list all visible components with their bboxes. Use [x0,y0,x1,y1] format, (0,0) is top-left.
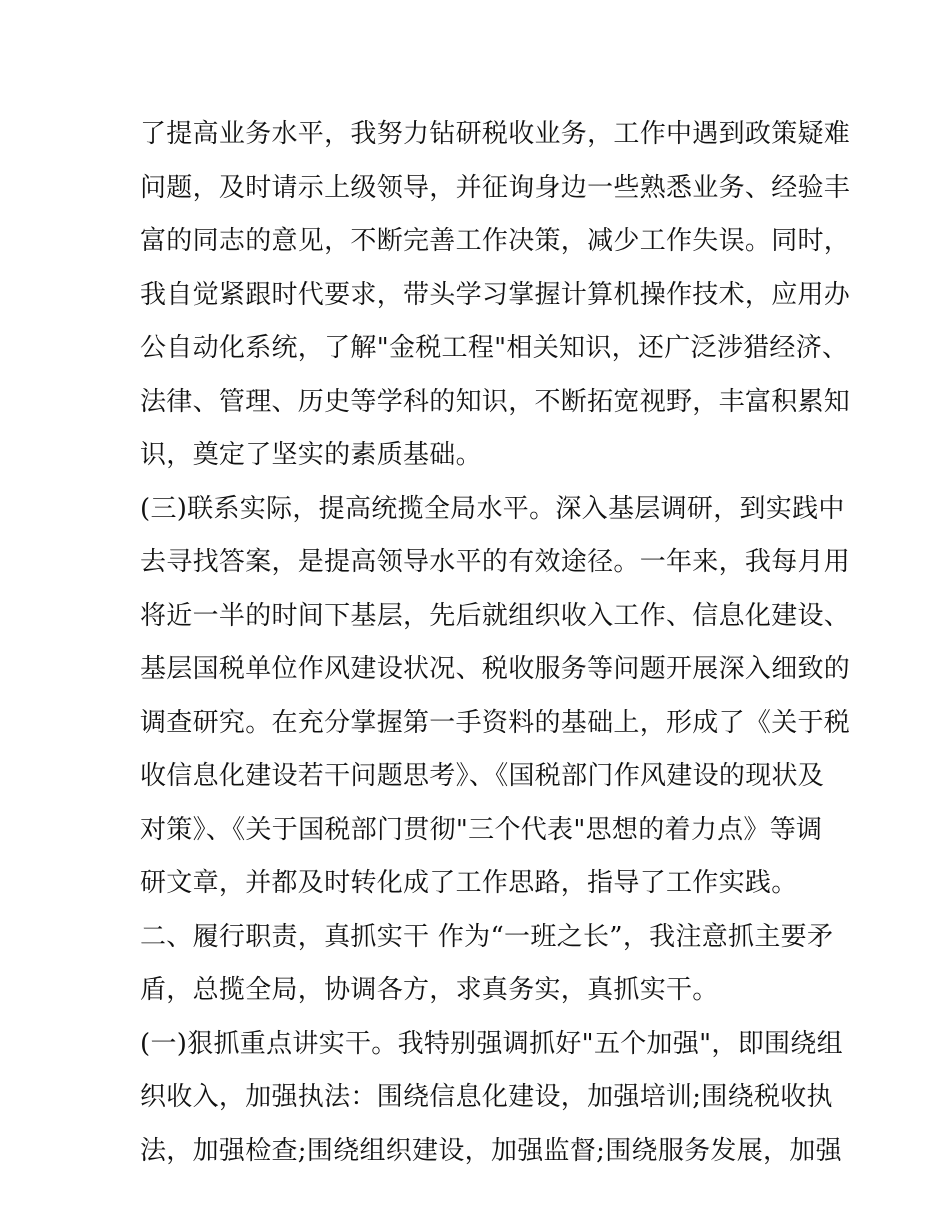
text-line: 公自动化系统，了解"金税工程"相关知识，还广泛涉猎经济、 [140,333,849,363]
text-line: 将近一半的时间下基层，先后就组织收入工作、信息化建设、 [140,600,851,631]
text-line: 法律、管理、历史等学科的知识，不断拓宽视野，丰富积累知 [140,386,851,417]
text-line: 收信息化建设若干问题思考》、《国税部门作风建设的现状及 [140,761,825,791]
text-line: 调查研究。在充分掌握第一手资料的基础上，形成了《关于税 [140,707,851,738]
text-line: (三)联系实际，提高统揽全局水平。深入基层调研，到实践中 [140,493,845,524]
body-text [140,108,851,1178]
text-line: 基层国税单位作风建设状况、税收服务等问题开展深入细致的 [140,654,851,684]
text-line: 盾，总揽全局，协调各方，求真务实，真抓实干。 [140,975,719,1005]
text-line: 问题，及时请示上级领导，并征询身边一些熟悉业务、经验丰 [140,172,851,203]
text-line: (一)狠抓重点讲实干。我特别强调抓好"五个加强"，即围绕组 [140,1028,843,1059]
text-line: 法，加强检查;围绕组织建设，加强监督;围绕服务发展，加强 [140,1135,842,1166]
text-line: 二、履行职责，真抓实干 作为“一班之长”，我注意抓主要矛 [140,921,834,952]
text-line: 织收入，加强执法：围绕信息化建设，加强培训;围绕税收执 [140,1082,833,1112]
text-line: 识，奠定了坚实的素质基础。 [140,440,482,470]
text-line: 研文章，并都及时转化成了工作思路，指导了工作实践。 [140,868,798,898]
text-line: 富的同志的意见，不断完善工作决策，减少工作失误。同时， [140,226,851,256]
text-line: 了提高业务水平，我努力钻研税收业务，工作中遇到政策疑难 [140,119,851,149]
text-line: 对策》、《关于国税部门贯彻"三个代表"思想的着力点》等调 [140,814,823,845]
text-line: 去寻找答案，是提高领导水平的有效途径。一年来，我每月用 [140,547,851,577]
text-line: 我自觉紧跟时代要求，带头学习掌握计算机操作技术，应用办 [140,279,851,310]
